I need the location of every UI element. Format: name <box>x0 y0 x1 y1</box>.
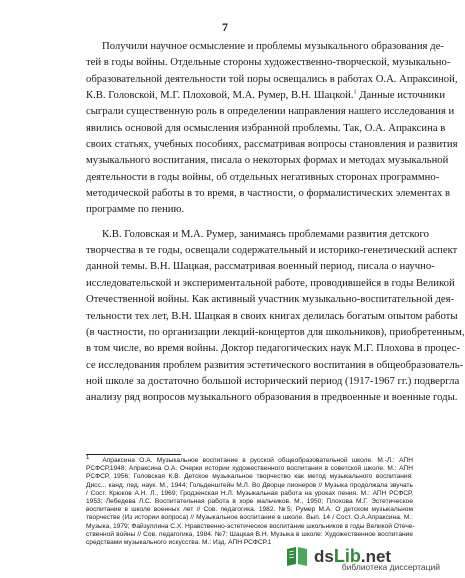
text-line: в том числе, во время войны. Доктор педагогических наук М.Г. Плохова в процес- <box>86 342 461 355</box>
text-line: сыграли существенную роль в определении направления нашего исследования и <box>86 105 455 118</box>
text-line: программе по пению. <box>86 203 185 216</box>
footnote-line: творчестве (Из истории вопроса) // Музыкальное воспитание в школе. Вып. 14 / Сост. О.А.Апраксина. М.: <box>86 514 413 522</box>
text-line: своих статьях, учебных пособиях, рассматривая вопросы становления и развития <box>86 138 458 151</box>
text-line: явились основой для осмысления избранной проблемы. Так, О.А. Апраксина в <box>86 121 446 134</box>
text-line: К.В. Головская и М.А. Румер, занимаясь проблемами развития детского <box>102 227 429 240</box>
page-number: 7 <box>222 20 228 34</box>
main-text <box>86 38 465 406</box>
footnote-line <box>86 454 413 465</box>
footnote-line: Музыка, 1979; Файзуллина С.Х. Нравственно-эстетическое воспитание школьников в годы Великой Отече- <box>86 522 415 530</box>
text-line: образовательной деятельности той поры освещались в работах О.А. Апраксиной, <box>86 72 458 85</box>
footnote-line: РСФСР, 1956; Головская К.В. Детское музыкальное творчество как метод музыкального воспитания: <box>86 473 413 481</box>
footnote-line: РСФСР,1948; Апраксина О.А. Очерки истории художественного воспитания в советской школе. М.: АПН <box>86 465 413 473</box>
text-line: (в частности, по организации лекций-концертов для школьников), приобретенным, <box>86 325 465 338</box>
text-line: ной школе за достаточно большой исторический период (1917-1967 гг.) подвергла <box>86 374 460 387</box>
footnote-line: ственной войны // Сов. педагогика, 1984. №7; Шацкая В.Н. Музыка в школе: Художественное воспитание <box>86 530 413 538</box>
watermark <box>284 538 444 574</box>
logo-text: ds <box>314 546 334 566</box>
text-line: творчества в те годы, освещали содержательный и историко-генетический аспект <box>86 244 458 257</box>
book-icon <box>284 543 310 569</box>
text-line: деятельности в годы войны, об отдельных негативных сторонах программно- <box>86 170 440 183</box>
footnote <box>86 454 415 547</box>
footnote-line: средствами музыкального искусства. М.: Изд. АПН РСФСР.1 <box>86 538 272 546</box>
watermark-caption: библиотека диссертаций <box>341 562 440 572</box>
footnote-line: 1953; Лебедева Л.С. Воспитательная работа в хоре мальчиков. М., 1950; Плохова М.Г. Эстетическое <box>86 497 413 505</box>
text-line: се исследования проблем развития эстетического воспитания в общеобразователь- <box>86 358 464 371</box>
footnote-marker: 1 <box>86 454 90 461</box>
text-line: Отечественной войны. Как активный участник музыкально-воспитательной дея- <box>86 293 455 306</box>
footnote-line: воспитание в школе военных лет // Сов. педагогика. 1982. №5; Румер М.А. О детском музыкальном <box>86 506 413 514</box>
text-fragment: Данные источники <box>356 89 446 102</box>
footnote-line: / Сост. Крюков А.Н. Л., 1969; Гродзенская Н.Л. Музыкальная работа на уроках пения. М.: АПН РСФСР, <box>86 489 413 497</box>
text-line-with-footnote <box>86 87 446 103</box>
text-fragment: Апраксина О.А. Музыкальное воспитание в русской общеобразовательной школе. М.-Л.: АПН <box>102 457 413 464</box>
text-line: данной темы. В.Н. Шацкая, рассматривая военный период, писала о научно- <box>86 260 435 273</box>
text-line: исследовательской и экспериментальной работе, проводившейся в годы Великой <box>86 276 455 289</box>
text-line: анализу ряд вопросов музыкального образования в предвоенные и военные годы. <box>86 391 458 404</box>
footnote-ref: 1 <box>353 89 357 96</box>
logo-text: Lib <box>333 545 361 566</box>
text-fragment: К.В. Головской, М.Г. Плоховой, М.А. Румер, В.Н. Шацкой. <box>86 89 354 102</box>
text-line: тельности тех лет, В.Н. Шацкая в своих книгах делилась богатым опытом работы <box>86 309 458 322</box>
text-line: Получили научное осмысление и проблемы музыкального образования де- <box>102 40 444 52</box>
footnote-divider <box>86 454 181 455</box>
text-line: музыкального воспитания, писала о некоторых формах и методах музыкальной <box>86 154 449 167</box>
logo-text: .net <box>360 546 392 566</box>
text-line: методической работы в то время, в частности, о формалистических элементах в <box>86 187 451 200</box>
footnote-line: Дисс... канд. пед. наук. М., 1944; Гольденштейн М.Л. Во Дворце пионеров // Музыка продолжала звучать <box>86 481 413 489</box>
text-line: тей в годы войны. Отдельные стороны художественно-творческой, музыкально- <box>86 56 451 69</box>
